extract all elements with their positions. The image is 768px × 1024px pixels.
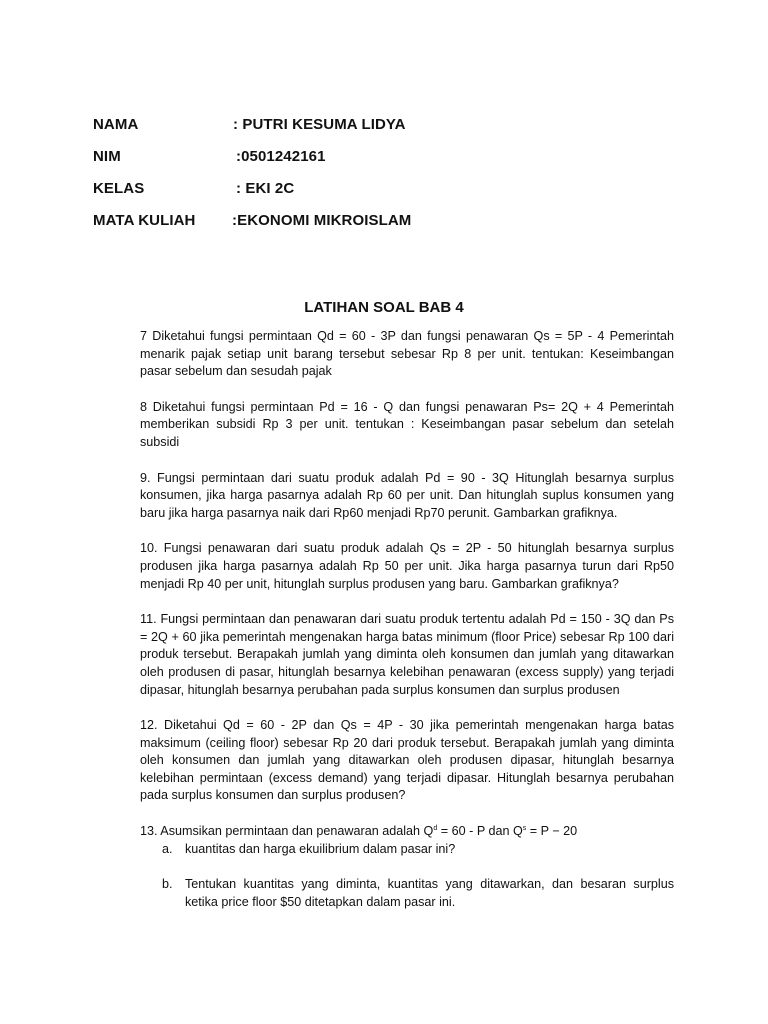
q13-item-b <box>140 876 674 911</box>
q13-item-a-mark: a. <box>162 841 173 856</box>
q13-item-b-text: Tentukan kuantitas yang diminta, kuantitas yang ditawarkan, dan besaran surplus ketika price floor $50 ditetapkan dalam pasar ini. <box>185 877 674 909</box>
name-row <box>93 116 573 136</box>
q13-mid: = 60 - P dan Q <box>437 824 523 839</box>
question-10: 10. Fungsi penawaran dari suatu produk adalah Qs = 2P - 50 hitunglah besarnya surplus produsen jika harga pasarnya adalah Rp 50 per unit. Jika harga pasarnya turun dari Rp50 menjadi Rp 40 per unit, hitunglah surplus produsen yang baru. Gambarkan grafiknya? <box>140 541 674 591</box>
q13-item-b-mark: b. <box>162 877 173 892</box>
course-row <box>93 212 573 232</box>
name-label: NAMA <box>93 116 139 133</box>
class-value: : EKI 2C <box>236 180 295 197</box>
question-list <box>140 328 674 911</box>
nim-row <box>93 148 573 168</box>
q13-item-a <box>140 841 674 859</box>
question-11: 11. Fungsi permintaan dan penawaran dari suatu produk tertentu adalah Pd = 150 - 3Q dan Ps = 2Q + 60 jika pemerintah mengenakan harga batas minimum (floor Price) sebesar Rp 100 dari produk tersebut. Berapakah jumlah yang diminta oleh konsumen dan jumlah yang ditawarkan oleh produsen di pasar, hitunglah besarnya kelebihan penawaran (excess supply) yang terjadi dipasar, hitunglah besarnya perubahan pada surplus konsumen dan surplus produsen <box>140 612 674 697</box>
student-info-header <box>93 116 573 244</box>
document-title: LATIHAN SOAL BAB 4 <box>304 299 464 316</box>
q13-sup-d: d <box>433 824 438 832</box>
nim-value: :0501242161 <box>236 148 326 165</box>
q13-sup-s: s <box>522 824 527 832</box>
course-label: MATA KULIAH <box>93 212 196 229</box>
nim-label: NIM <box>93 148 121 165</box>
class-row <box>93 180 573 200</box>
question-8: 8 Diketahui fungsi permintaan Pd = 16 - Q dan fungsi penawaran Ps= 2Q + 4 Pemerintah memberikan subsidi Rp 3 per unit. tentukan : Keseimbangan pasar sebelum dan setelah subsidi <box>140 399 674 449</box>
spacer <box>140 858 674 876</box>
question-13 <box>140 823 674 841</box>
q13-end: = P − 20 <box>526 824 578 839</box>
question-7: 7 Diketahui fungsi permintaan Qd = 60 - 3P dan fungsi penawaran Qs = 5P - 4 Pemerintah menarik pajak setiap unit barang tersebut sebesar Rp 8 per unit. tentukan: Keseimbangan pasar sebelum dan sesudah pajak <box>140 329 674 379</box>
name-value: : PUTRI KESUMA LIDYA <box>233 116 406 133</box>
course-value: :EKONOMI MIKROISLAM <box>232 212 412 229</box>
q13-intro: 13. Asumsikan permintaan dan penawaran adalah Q <box>140 824 434 839</box>
question-12: 12. Diketahui Qd = 60 - 2P dan Qs = 4P - 30 jika pemerintah mengenakan harga batas maksimum (ceiling floor) sebesar Rp 20 dari produk tersebut. Berapakah jumlah yang diminta oleh konsumen dan jumlah yang ditawarkan oleh produsen dipasar, hitunglah besarnya kelebihan permintaan (excess demand) yang terjadi dipasar. Hitunglah besarnya perubahan pada surplus konsumen dan surplus produsen? <box>140 718 674 803</box>
question-9: 9. Fungsi permintaan dari suatu produk adalah Pd = 90 - 3Q Hitunglah besarnya surplus konsumen, jika harga pasarnya adalah Rp 60 per unit. Dan hitunglah suplus konsumen yang baru jika harga pasarnya naik dari Rp60 menjadi Rp70 perunit. Gambarkan grafiknya. <box>140 470 674 520</box>
q13-item-a-text: kuantitas dan harga ekuilibrium dalam pasar ini? <box>185 841 456 856</box>
class-label: KELAS <box>93 180 145 197</box>
